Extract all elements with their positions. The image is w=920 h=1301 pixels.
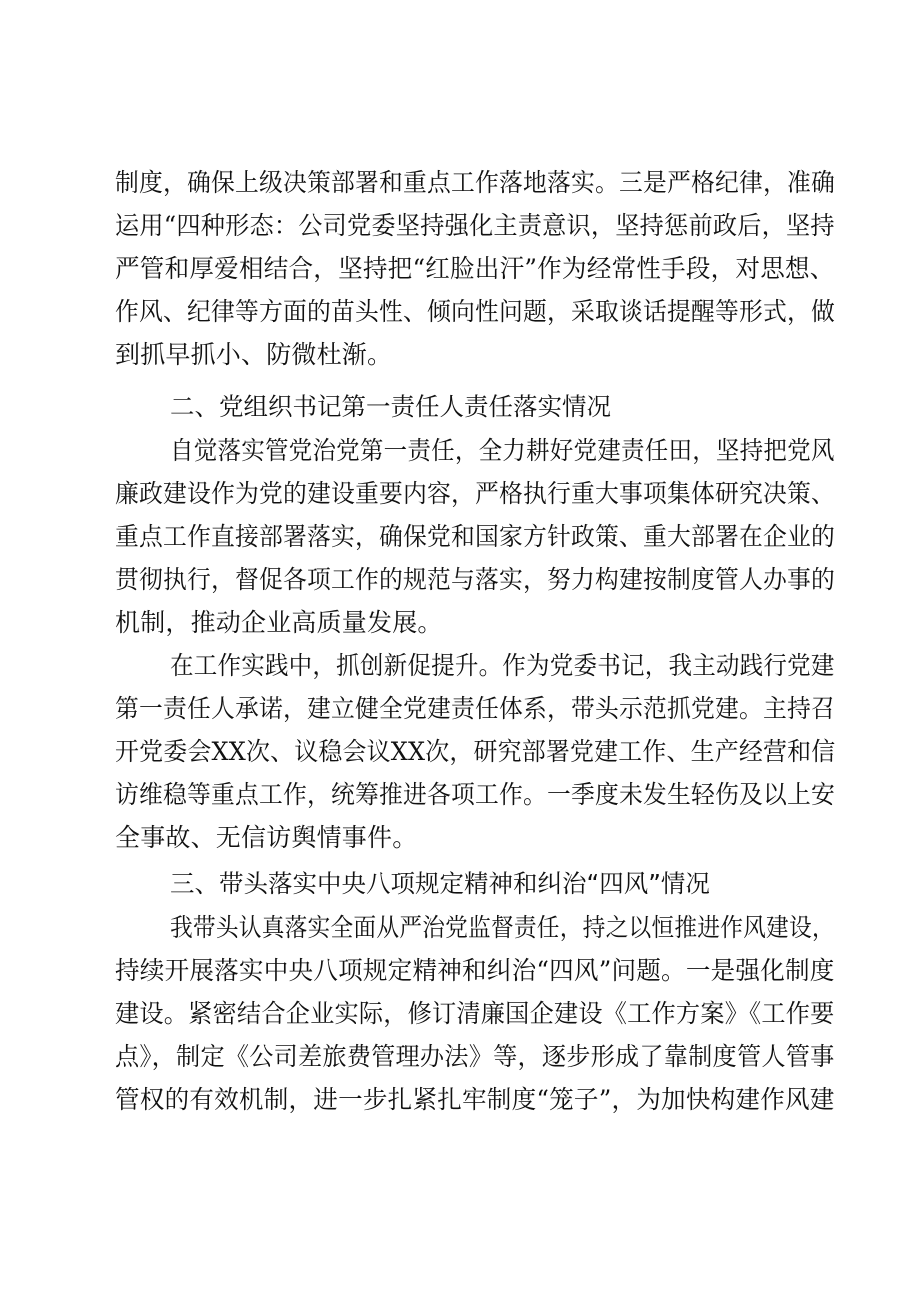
- paragraph-line: 在工作实践中，抓创新促提升。作为党委书记，我主动践行党建: [170, 651, 835, 680]
- paragraph-line: 持续开展落实中央八项规定精神和纠治“四风”问题。一是强化制度: [115, 956, 835, 985]
- paragraph-line: 管权的有效机制，进一步扎紧扎牢制度“笼子”，为加快构建作风建: [115, 1085, 835, 1114]
- paragraph-line: 点》，制定《公司差旅费管理办法》等，逐步形成了靠制度管人管事: [115, 1042, 835, 1071]
- paragraph-line: 贯彻执行，督促各项工作的规范与落实，努力构建按制度管人办事的: [115, 565, 836, 594]
- paragraph-line: 我带头认真落实全面从严治党监督责任，持之以恒推进作风建设，: [170, 913, 835, 942]
- paragraph-line: 制度，确保上级决策部署和重点工作落地落实。三是严格纪律，准确: [115, 168, 836, 197]
- paragraph-line: 建设。紧密结合企业实际，修订清廉国企建设《工作方案》《工作要: [115, 999, 835, 1028]
- section-heading-2: 二、党组织书记第一责任人责任落实情况: [170, 392, 611, 421]
- paragraph-line: 自觉落实管党治党第一责任，全力耕好党建责任田，坚持把党风: [170, 436, 835, 465]
- paragraph-line: 重点工作直接部署落实，确保党和国家方针政策、重大部署在企业的: [115, 522, 836, 551]
- section-heading-3: 三、带头落实中央八项规定精神和纠治“四风”情况: [170, 869, 710, 898]
- paragraph-line: 严管和厚爱相结合，坚持把“红脸出汗”作为经常性手段，对思想、: [115, 254, 835, 283]
- paragraph-line: 机制，推动企业高质量发展。: [115, 608, 443, 637]
- paragraph-line: 访维稳等重点工作，统筹推进各项工作。一季度未发生轻伤及以上安: [115, 780, 836, 809]
- paragraph-line: 作风、纪律等方面的苗头性、倾向性问题，采取谈话提醒等形式，做: [115, 297, 836, 326]
- paragraph-line: 全事故、无信访舆情事件。: [115, 823, 418, 852]
- paragraph-line: 运用“四种形态：公司党委坚持强化主责意识，坚持惩前政后，坚持: [115, 211, 835, 240]
- paragraph-line: 第一责任人承诺，建立健全党建责任体系，带头示范抓党建。主持召: [115, 694, 836, 723]
- paragraph-line: 开党委会XX次、议稳会议XX次，研究部署党建工作、生产经营和信: [115, 737, 836, 766]
- paragraph-line: 到抓早抓小、防微杜渐。: [115, 340, 393, 369]
- paragraph-line: 廉政建设作为党的建设重要内容，严格执行重大事项集体研究决策、: [115, 479, 836, 508]
